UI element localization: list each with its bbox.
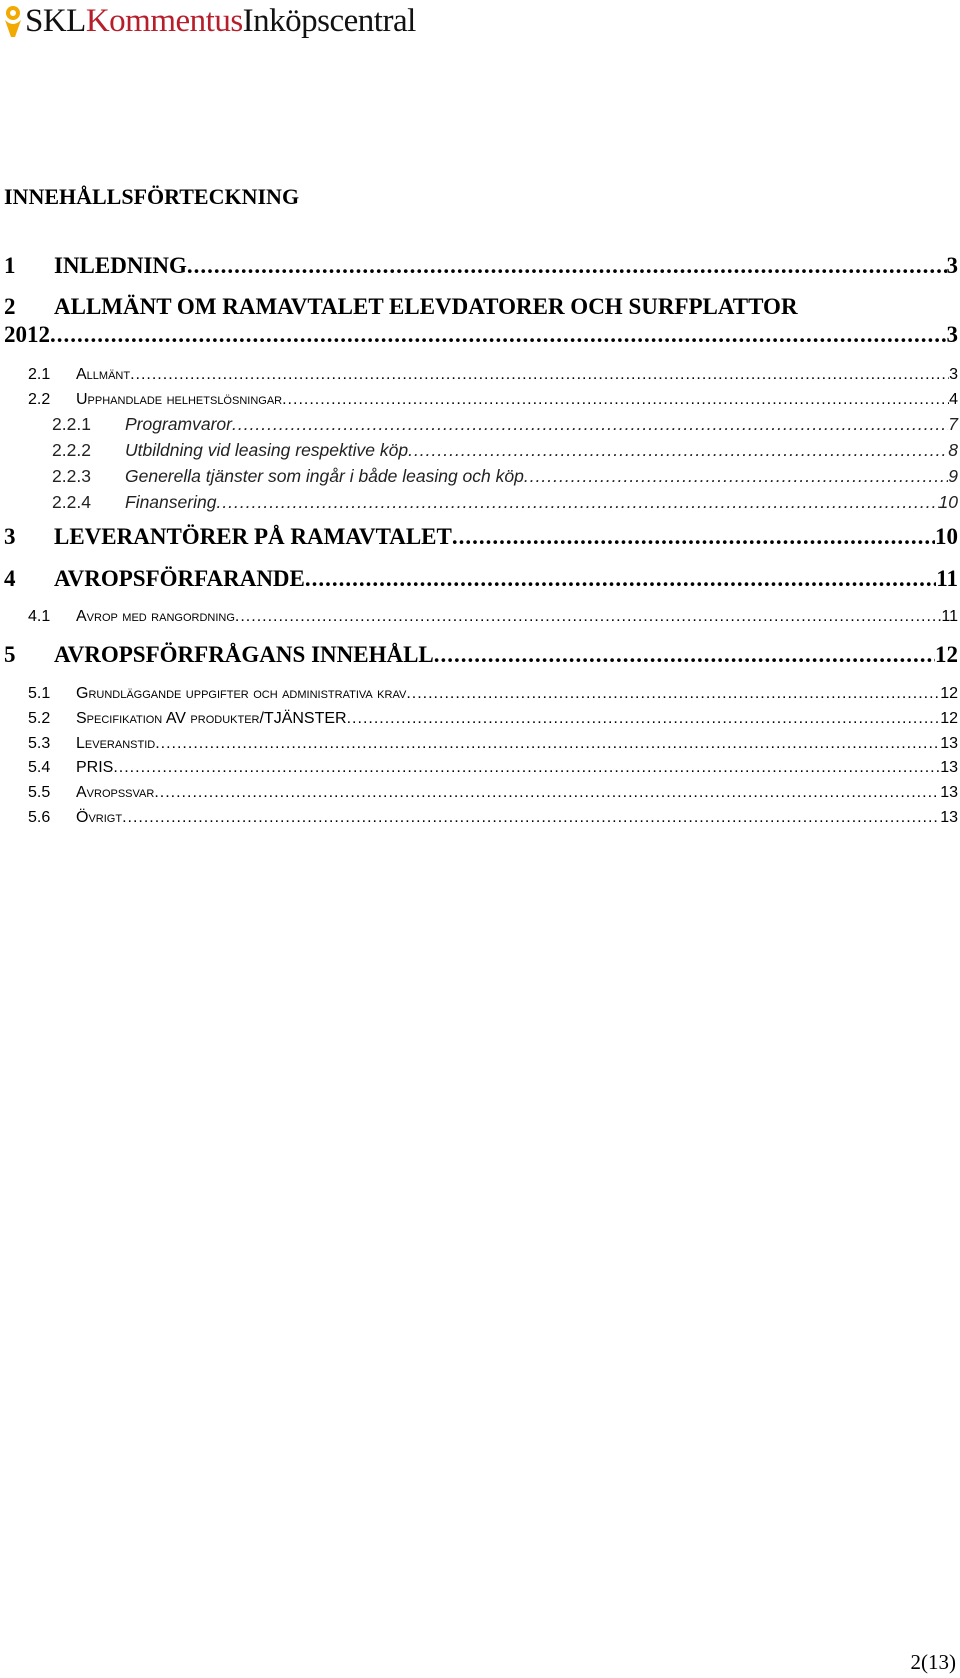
toc-leader-dots [452,524,935,550]
toc-entry-page: 13 [940,759,958,776]
toc-leader-dots [155,735,940,753]
toc-entry-page: 11 [936,566,958,591]
toc-entry-2-2[interactable] [28,391,958,409]
toc-entry-2-2-3[interactable] [52,466,958,487]
toc-entry-text: ALLMÄNT OM RAMAVTALET ELEVDATORER OCH SURFPLATTOR [54,294,798,319]
toc-leader-dots [406,685,940,703]
toc-leader-dots [122,809,940,827]
toc-entry-number: 1 [4,253,16,278]
toc-leader-dots [347,710,941,728]
toc-entry-number: 5 [4,642,16,667]
toc-leader-dots [130,366,949,384]
toc-entry-number: 5.4 [28,759,51,776]
toc-leader-dots [154,784,940,802]
toc-entry-number: 3 [4,524,16,549]
toc-entry-page: 7 [948,414,958,434]
toc-leader-dots [434,642,935,668]
toc-entry-page: 3 [949,366,958,383]
toc-entry-text: Allmänt [76,366,131,383]
toc-leader-dots [216,492,938,513]
toc-entry-2-line2[interactable] [4,322,958,348]
toc-entry-number: 2.2.1 [52,414,91,434]
toc-entry-5-4[interactable] [28,759,958,777]
toc-entry-3[interactable] [4,524,958,550]
toc-entry-number: 5.5 [28,784,51,801]
toc-leader-dots [50,322,947,348]
toc-entry-1[interactable] [4,253,958,279]
toc-entry-5-1[interactable] [28,685,958,703]
company-logo [2,0,416,42]
toc-entry-page: 10 [938,492,958,512]
toc-entry-text: AVROPSFÖRFRÅGANS INNEHÅLL [54,642,434,667]
toc-entry-number: 4.1 [28,608,51,625]
person-figure-icon [2,4,24,38]
logo-wordmark [25,2,416,39]
toc-entry-number: 5.2 [28,710,51,727]
toc-entry-number: 2 [4,294,16,319]
toc-leader-dots [408,440,948,461]
toc-entry-page: 9 [948,466,958,486]
toc-entry-text: Specifikation AV produkter/TJÄNSTER [76,710,347,727]
toc-entry-text: Generella tjänster som ingår i både leasing och köp [125,466,524,486]
toc-entry-number: 5.3 [28,735,51,752]
toc-entry-number: 5.6 [28,809,51,826]
toc-entry-2-2-1[interactable] [52,414,958,435]
toc-entry-page: 13 [940,735,958,752]
toc-entry-number: 4 [4,566,16,591]
toc-entry-page: 8 [948,440,958,460]
toc-entry-text: Utbildning vid leasing respektive köp [125,440,409,460]
toc-leader-dots [282,391,949,409]
toc-entry-2-1[interactable] [28,366,958,384]
toc-entry-number: 2.2.3 [52,466,91,486]
toc-entry-4[interactable] [4,566,958,592]
toc-entry-page: 10 [935,524,958,549]
toc-title: INNEHÅLLSFÖRTECKNING [4,184,300,209]
toc-entry-5[interactable] [4,642,958,668]
logo-part-skl: SKL [25,2,86,39]
toc-entry-5-2[interactable] [28,710,958,728]
toc-entry-page: 11 [941,608,958,625]
toc-entry-text: PRIS [76,759,114,776]
toc-entry-text: AVROPSFÖRFARANDE [54,566,305,591]
toc-leader-dots [305,566,936,592]
toc-entry-text: Upphandlade helhetslösningar [76,391,283,408]
toc-entry-5-6[interactable] [28,809,958,827]
toc-entry-text: Avrop med rangordning [76,608,235,625]
toc-entry-text: Finansering [125,492,217,512]
toc-entry-5-3[interactable] [28,735,958,753]
toc-leader-dots [187,253,947,279]
logo-part-kommentus: Kommentus [85,2,243,39]
toc-entry-text: Leveranstid [76,735,156,752]
toc-entry-number: 2.2.2 [52,440,91,460]
toc-entry-text: Övrigt [76,809,123,826]
toc-entry-page: 13 [940,809,958,826]
toc-entry-number: 5.1 [28,685,51,702]
toc-entry-page: 12 [940,710,958,727]
page-number: 2(13) [910,1650,956,1674]
toc-leader-dots [113,759,940,777]
toc-entry-page: 12 [935,642,958,667]
logo-part-inkopscentral: Inköpscentral [242,2,416,39]
toc-entry-page: 3 [946,322,958,347]
toc-leader-dots [235,608,941,626]
toc-entry-text-continued: 2012 [4,322,50,347]
toc-entry-text: Grundläggande uppgifter och administrativa krav [76,685,407,702]
toc-entry-2-2-2[interactable] [52,440,958,461]
toc-leader-dots [232,414,948,435]
toc-entry-page: 3 [946,253,958,278]
toc-entry-page: 12 [940,685,958,702]
toc-entry-text: Programvaror [125,414,232,434]
toc-entry-text: INLEDNING [54,253,187,278]
toc-entry-number: 2.2.4 [52,492,91,512]
toc-entry-text: LEVERANTÖRER PÅ RAMAVTALET [54,524,452,549]
toc-entry-5-5[interactable] [28,784,958,802]
toc-entry-page: 13 [940,784,958,801]
toc-entry-2-line1[interactable] [4,294,958,320]
toc-entry-page: 4 [949,391,958,408]
toc-entry-4-1[interactable] [28,608,958,626]
toc-entry-2-2-4[interactable] [52,492,958,513]
toc-entry-number: 2.1 [28,366,51,383]
toc-leader-dots [524,466,948,487]
toc-entry-number: 2.2 [28,391,51,408]
toc-entry-text: Avropssvar [76,784,155,801]
